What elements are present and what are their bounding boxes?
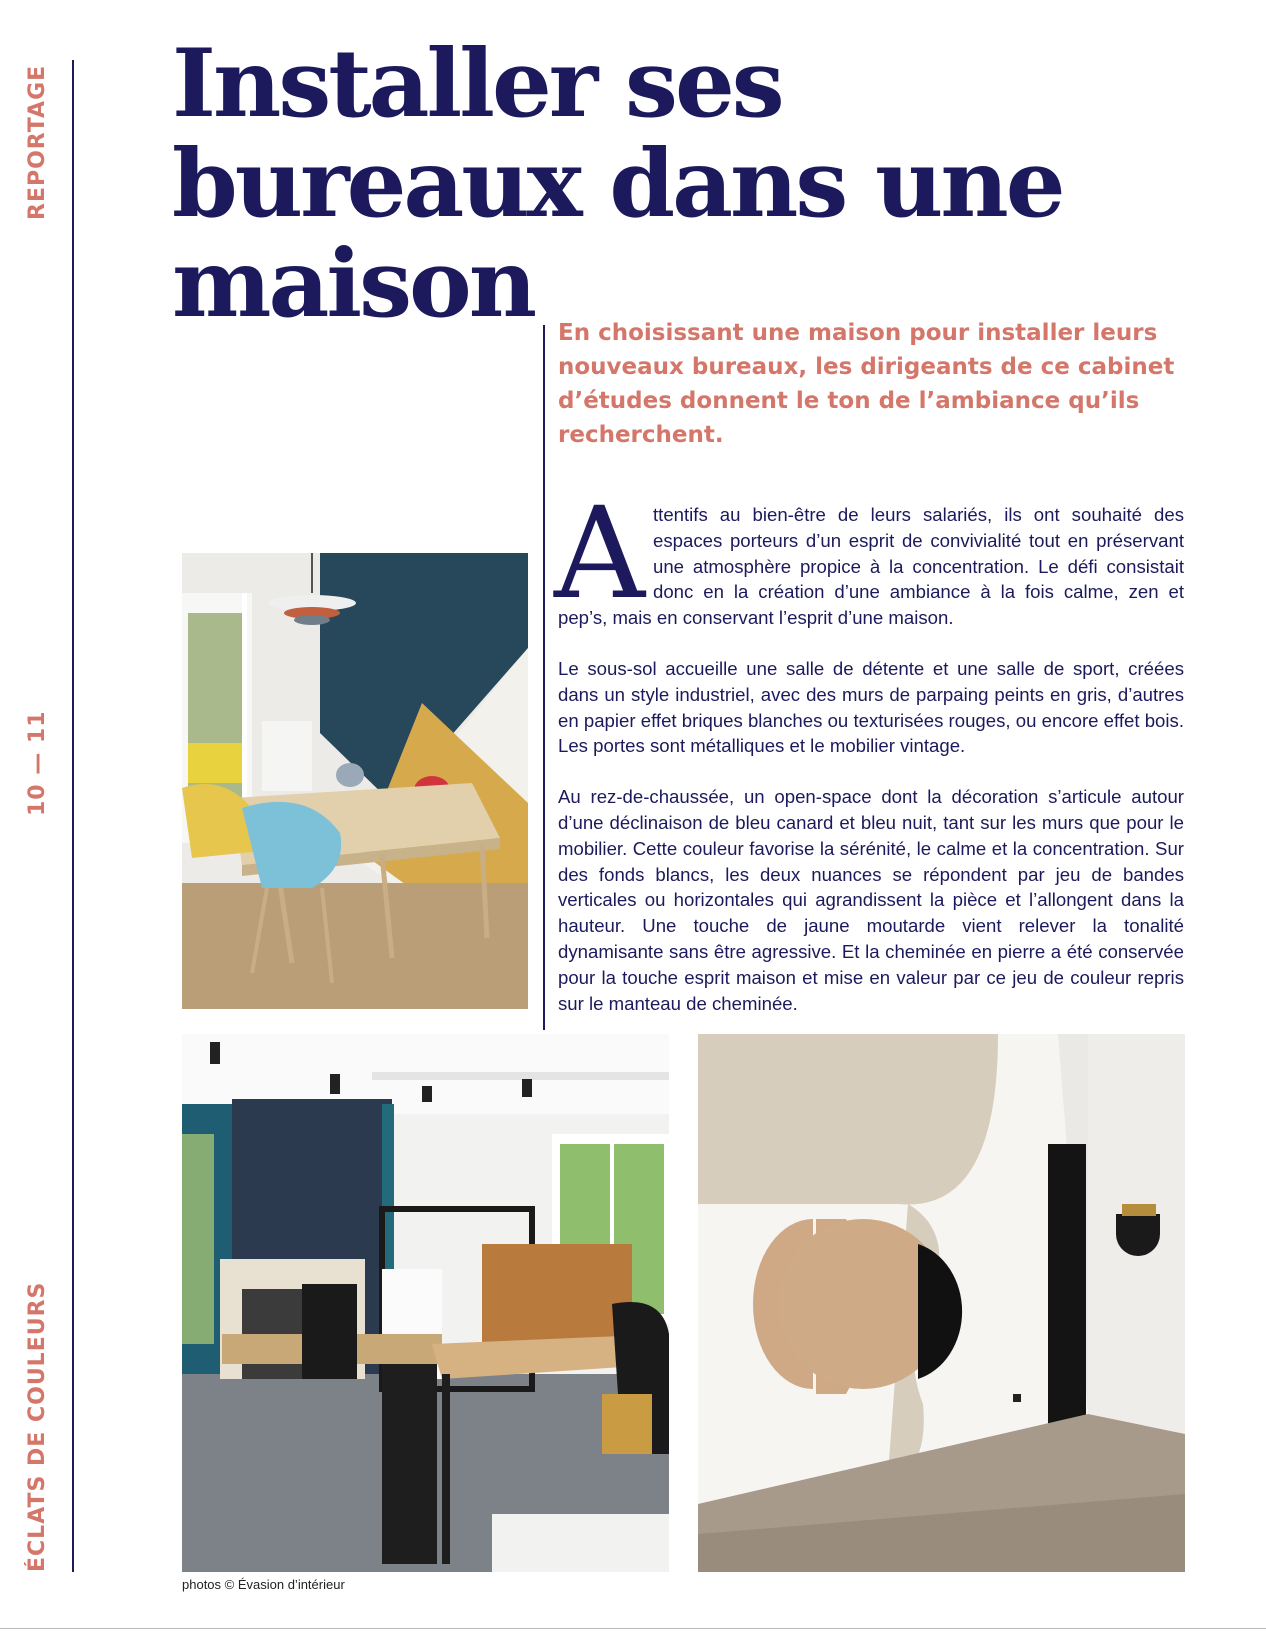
- page-bottom-rule: [0, 1628, 1266, 1629]
- drop-cap: A: [554, 480, 645, 627]
- photo-wall-mural: [698, 1034, 1185, 1572]
- section-label: REPORTAGE: [25, 64, 50, 220]
- photo-credit: photos © Évasion d’intérieur: [182, 1577, 345, 1592]
- intro-rule: [543, 325, 545, 1030]
- paragraph-1-text: ttentifs au bien-être de leurs salariés, ils ont souhaité des espaces porteurs d’un esprit de convivialité tout en préservant une atmosphère propice à la concentration. Le défi consistait donc en la création d’une ambiance à la fois calme, zen et pep’s, mais en conservant l’esprit d’une maison.: [558, 504, 1184, 629]
- page-numbers: 10 — 11: [25, 710, 50, 816]
- photo-open-space: [182, 1034, 669, 1572]
- article-body: [554, 480, 1184, 1041]
- article-title: Installer ses bureaux dans une maison: [172, 29, 1063, 339]
- rubric-label: ÉCLATS DE COULEURS: [25, 1281, 50, 1572]
- photo-meeting-room: [182, 553, 528, 1009]
- article-intro: En choisissant une maison pour installer leurs nouveaux bureaux, les dirigeants de ce cabinet d’études donnent le ton de l’ambiance qu’ils recherchent.: [558, 320, 1175, 448]
- paragraph-2: Le sous-sol accueille une salle de détente et une salle de sport, créées dans un style industriel, avec des murs de parpaing peints en gris, d’autres en papier effet briques blanches ou texturisées rouges, ou encore effet bois. Les portes sont métalliques et le mobilier vintage.: [558, 657, 1184, 757]
- paragraph-1: [554, 480, 1184, 631]
- sidebar-rule: [72, 60, 74, 1572]
- paragraph-3: Au rez-de-chaussée, un open-space dont la décoration s’articule autour d’une déclinaison de bleu canard et bleu nuit, tant sur les murs que pour le mobilier. Cette couleur favorise la sérénité, le calme et la concentration. Sur des fonds blancs, les deux nuances se répondent par jeu de bandes verticales ou horizontales qui agrandissent la pièce et l’allongent dans la hauteur. Une touche de jaune moutarde vient relever la tonalité dynamisante sans être agressive. Et la cheminée en pierre a été conservée pour la touche esprit maison et mise en valeur par ce jeu de couleur repris sur le manteau de cheminée.: [558, 786, 1184, 1014]
